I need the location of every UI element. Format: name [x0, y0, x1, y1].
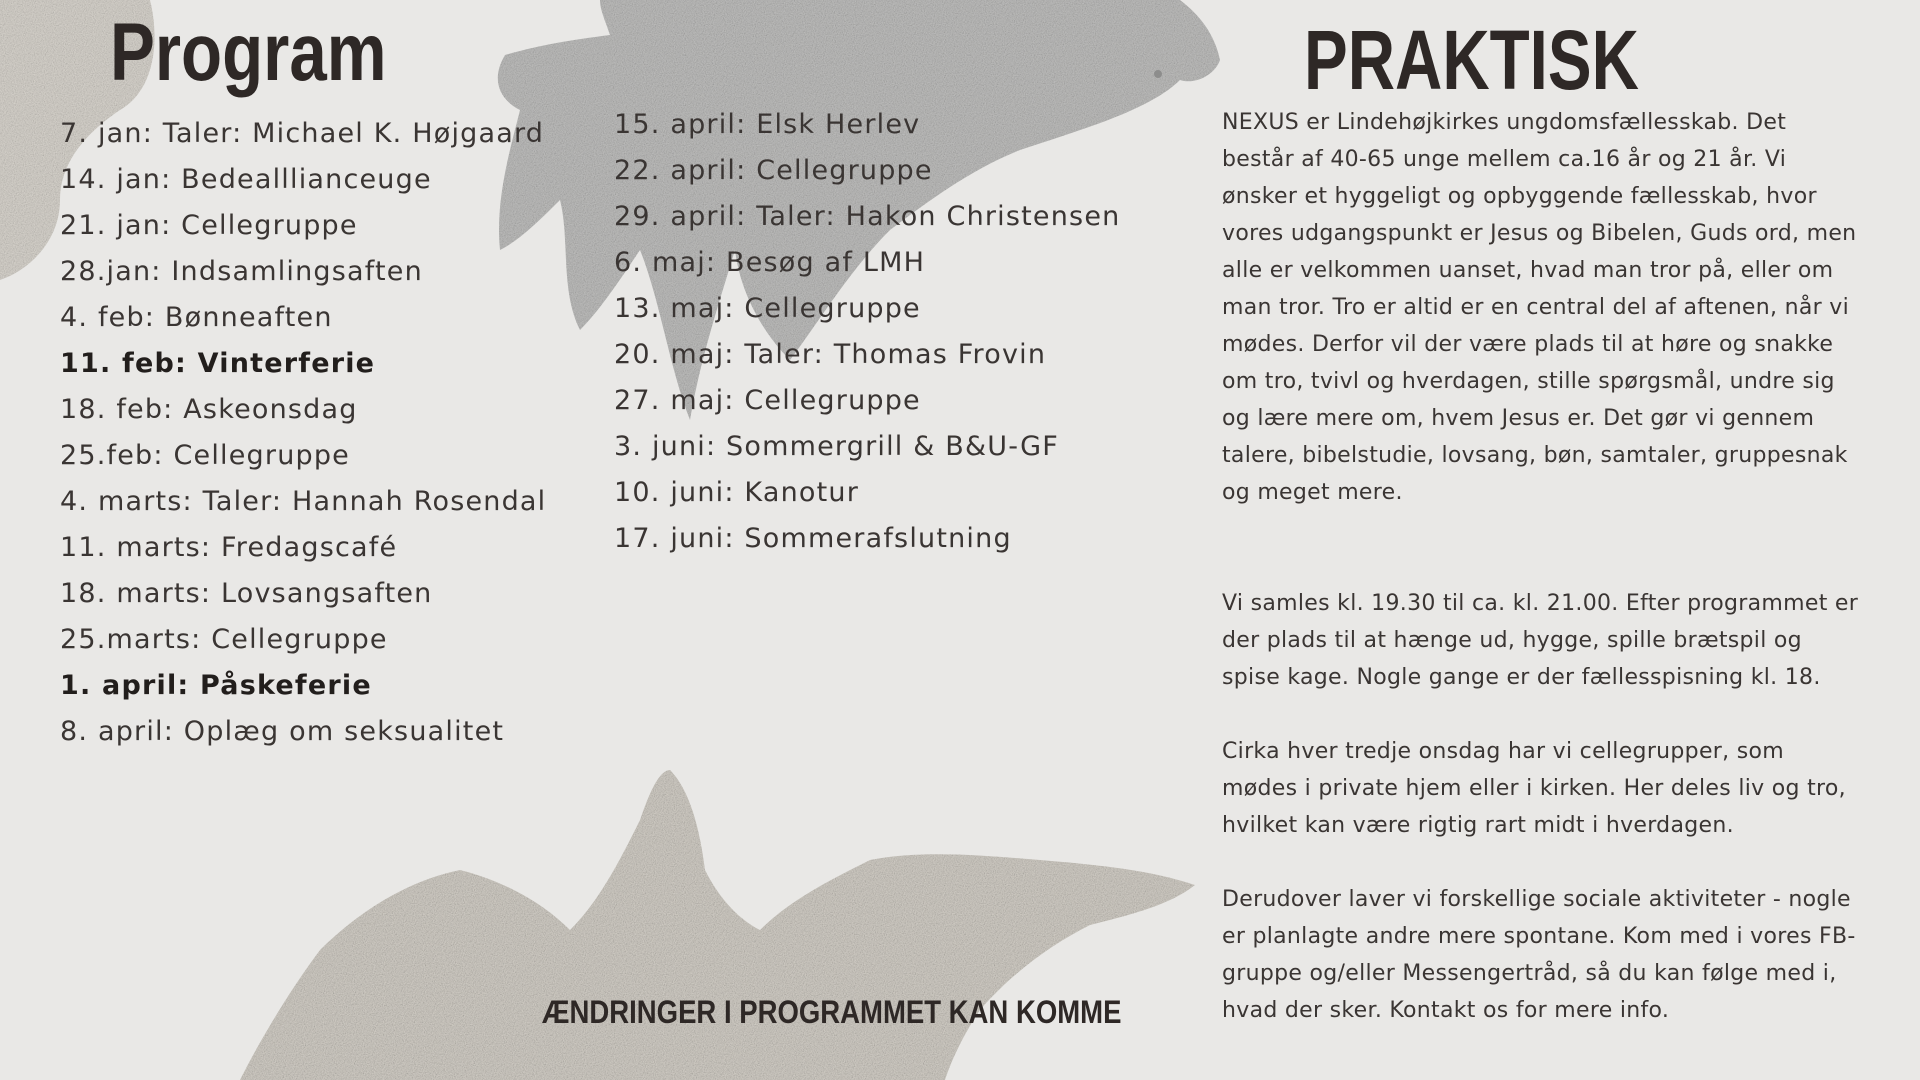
- program-column-1: [60, 111, 546, 755]
- program-item: 20. maj: Taler: Thomas Frovin: [614, 339, 1047, 370]
- program-item: 11. feb: Vinterferie: [60, 348, 376, 379]
- program-column-2: [614, 102, 1120, 562]
- program-item: 22. april: Cellegruppe: [614, 155, 933, 186]
- program-item: 8. april: Oplæg om seksualitet: [60, 716, 505, 747]
- program-item: 29. april: Taler: Hakon Christensen: [614, 201, 1121, 232]
- program-changes-notice: ÆNDRINGER I PROGRAMMET KAN KOMME: [542, 994, 1122, 1030]
- dove-eye: [1154, 70, 1162, 78]
- program-title: Program: [110, 7, 387, 98]
- practical-paragraph-social: Derudover laver vi forskellige sociale aktiviteter - nogle er planlagte andre mere spontane. Kom med i vores FB-gruppe og/eller Messengertråd, så du kan følge med i, hvad der sker. Kontakt os for mere info.: [1222, 887, 1856, 1023]
- program-item: 4. feb: Bønneaften: [60, 302, 333, 333]
- program-item: 11. marts: Fredagscafé: [60, 532, 398, 563]
- practical-title: PRAKTISK: [1304, 13, 1639, 107]
- program-item: 3. juni: Sommergrill & B&U-GF: [614, 431, 1060, 462]
- practical-info: [1222, 104, 1862, 1066]
- practical-paragraph-cellgroups: Cirka hver tredje onsdag har vi cellegrupper, som mødes i private hjem eller i kirken. Her deles liv og tro, hvilket kan være rigtig rart midt i hverdagen.: [1222, 739, 1846, 838]
- program-item: 25.marts: Cellegruppe: [60, 624, 388, 655]
- program-item: 28.jan: Indsamlingsaften: [60, 256, 423, 287]
- program-item: 21. jan: Cellegruppe: [60, 210, 358, 241]
- program-item: 25.feb: Cellegruppe: [60, 440, 350, 471]
- program-item: 18. feb: Askeonsdag: [60, 394, 358, 425]
- program-item: 7. jan: Taler: Michael K. Højgaard: [60, 118, 545, 149]
- program-item: 15. april: Elsk Herlev: [614, 109, 921, 140]
- program-item: 4. marts: Taler: Hannah Rosendal: [60, 486, 547, 517]
- beige-dove-bottom: [240, 770, 1195, 1080]
- program-item: 27. maj: Cellegruppe: [614, 385, 921, 416]
- program-item: 17. juni: Sommerafslutning: [614, 523, 1012, 554]
- program-item: 1. april: Påskeferie: [60, 670, 372, 701]
- program-item: 10. juni: Kanotur: [614, 477, 860, 508]
- program-item: 18. marts: Lovsangsaften: [60, 578, 433, 609]
- practical-paragraph-intro: NEXUS er Lindehøjkirkes ungdomsfællesskab. Det består af 40-65 unge mellem ca.16 år og 21 år. Vi ønsker et hyggeligt og opbyggende fællesskab, hvor vores udgangspunkt er Jesus og Bibelen, Guds ord, men alle er velkommen uanset, hvad man tror på, eller om man tror. Tro er altid er en central del af aftenen, når vi mødes. Derfor vil der være plads til at høre og snakke om tro, tvivl og hverdagen, stille spørgsmål, undre sig og lære mere om, hvem Jesus er. Det gør vi gennem talere, bibelstudie, lovsang, bøn, samtaler, gruppesnak og meget mere.: [1222, 110, 1857, 505]
- practical-paragraph-time: Vi samles kl. 19.30 til ca. kl. 21.00. Efter programmet er der plads til at hænge ud, hygge, spille brætspil og spise kage. Nogle gange er der fællesspisning kl. 18.: [1222, 591, 1859, 690]
- program-item: 13. maj: Cellegruppe: [614, 293, 921, 324]
- program-item: 14. jan: Bedealllianceuge: [60, 164, 432, 195]
- program-item: 6. maj: Besøg af LMH: [614, 247, 926, 278]
